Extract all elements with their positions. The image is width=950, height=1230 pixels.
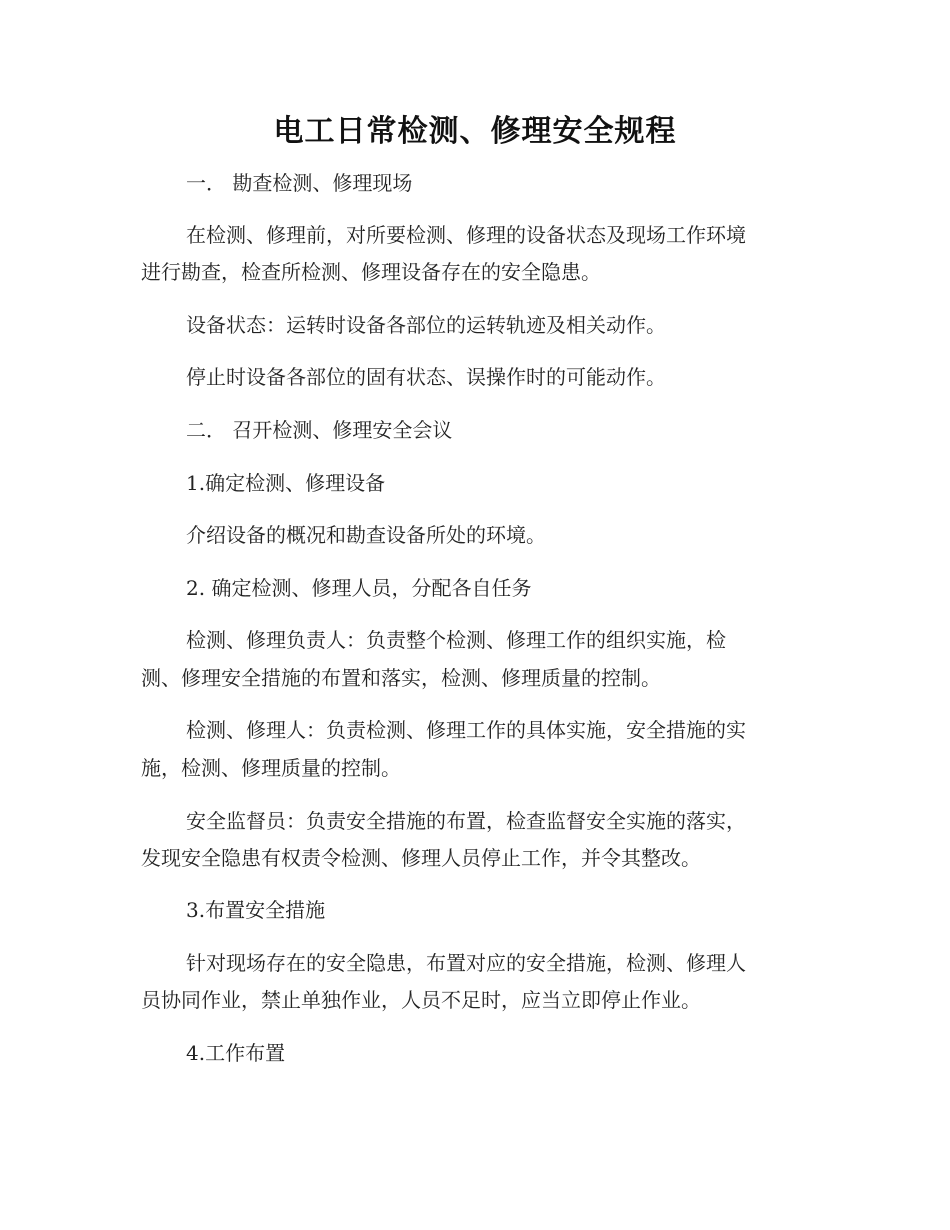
- paragraph-line: 进行勘查，检查所检测、修理设备存在的安全隐患。: [141, 260, 601, 284]
- section-heading-2: 二． 召开检测、修理安全会议: [186, 418, 453, 442]
- subsection-heading-1: 1.确定检测、修理设备: [186, 471, 386, 495]
- subsection-heading-3: 3.布置安全措施: [186, 898, 326, 922]
- paragraph-line: 发现安全隐患有权责令检测、修理人员停止工作，并令其整改。: [141, 846, 701, 870]
- document-title: 电工日常检测、修理安全规程: [273, 114, 677, 149]
- paragraph-line: 施，检测、修理质量的控制。: [141, 756, 401, 780]
- paragraph-line: 员协同作业，禁止单独作业，人员不足时，应当立即停止作业。: [141, 988, 701, 1012]
- paragraph-line: 停止时设备各部位的固有状态、误操作时的可能动作。: [186, 365, 666, 389]
- paragraph-line: 检测、修理负责人：负责整个检测、修理工作的组织实施，检: [186, 628, 726, 652]
- subsection-heading-2: 2. 确定检测、修理人员，分配各自任务: [186, 576, 532, 600]
- paragraph-line: 介绍设备的概况和勘查设备所处的环境。: [186, 523, 546, 547]
- paragraph-line: 安全监督员：负责安全措施的布置，检查监督安全实施的落实，: [186, 809, 746, 833]
- paragraph-line: 在检测、修理前，对所要检测、修理的设备状态及现场工作环境: [186, 223, 746, 247]
- paragraph-line: 检测、修理人：负责检测、修理工作的具体实施，安全措施的实: [186, 718, 746, 742]
- section-heading-1: 一． 勘查检测、修理现场: [186, 171, 413, 195]
- subsection-heading-4: 4.工作布置: [186, 1041, 286, 1065]
- paragraph-line: 设备状态：运转时设备各部位的运转轨迹及相关动作。: [186, 313, 666, 337]
- paragraph-line: 针对现场存在的安全隐患，布置对应的安全措施，检测、修理人: [186, 951, 746, 975]
- paragraph-line: 测、修理安全措施的布置和落实，检测、修理质量的控制。: [141, 666, 661, 690]
